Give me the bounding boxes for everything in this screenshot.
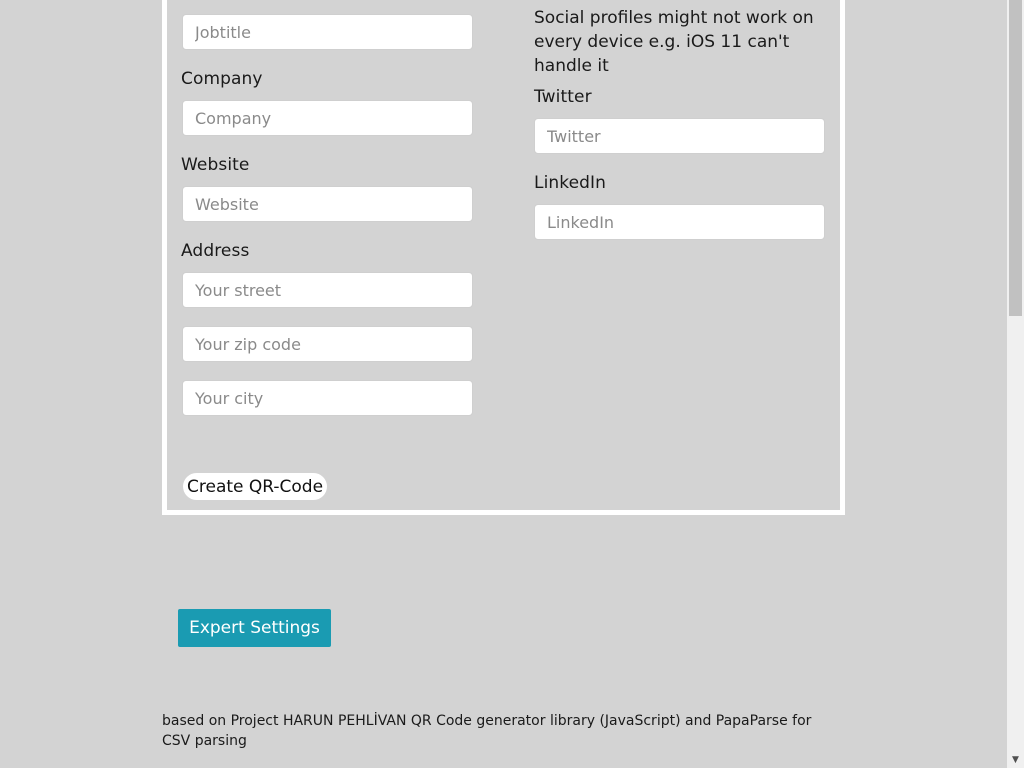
vertical-scrollbar[interactable] (1007, 0, 1024, 768)
twitter-label: Twitter (534, 87, 592, 107)
linkedin-label: LinkedIn (534, 173, 607, 193)
twitter-input[interactable] (534, 118, 825, 154)
website-label: Website (181, 155, 250, 175)
scroll-down-icon[interactable]: ▼ (1012, 754, 1019, 765)
social-profiles-note: Social profiles might not work on every device e.g. iOS 11 can't handle it (534, 8, 814, 76)
create-qr-code-button[interactable]: Create QR-Code (183, 473, 327, 500)
street-input[interactable] (182, 272, 473, 308)
linkedin-input[interactable] (534, 204, 825, 240)
company-input[interactable] (182, 100, 473, 136)
address-label: Address (181, 241, 250, 261)
company-label: Company (181, 69, 263, 89)
zip-code-input[interactable] (182, 326, 473, 362)
expert-settings-button[interactable]: Expert Settings (178, 609, 331, 647)
city-input[interactable] (182, 380, 473, 416)
website-input[interactable] (182, 186, 473, 222)
scrollbar-thumb[interactable] (1009, 0, 1022, 316)
footer-credits: based on Project HARUN PEHLİVAN QR Code generator library (JavaScript) and PapaParse for CSV parsing (162, 713, 812, 749)
jobtitle-input[interactable] (182, 14, 473, 50)
